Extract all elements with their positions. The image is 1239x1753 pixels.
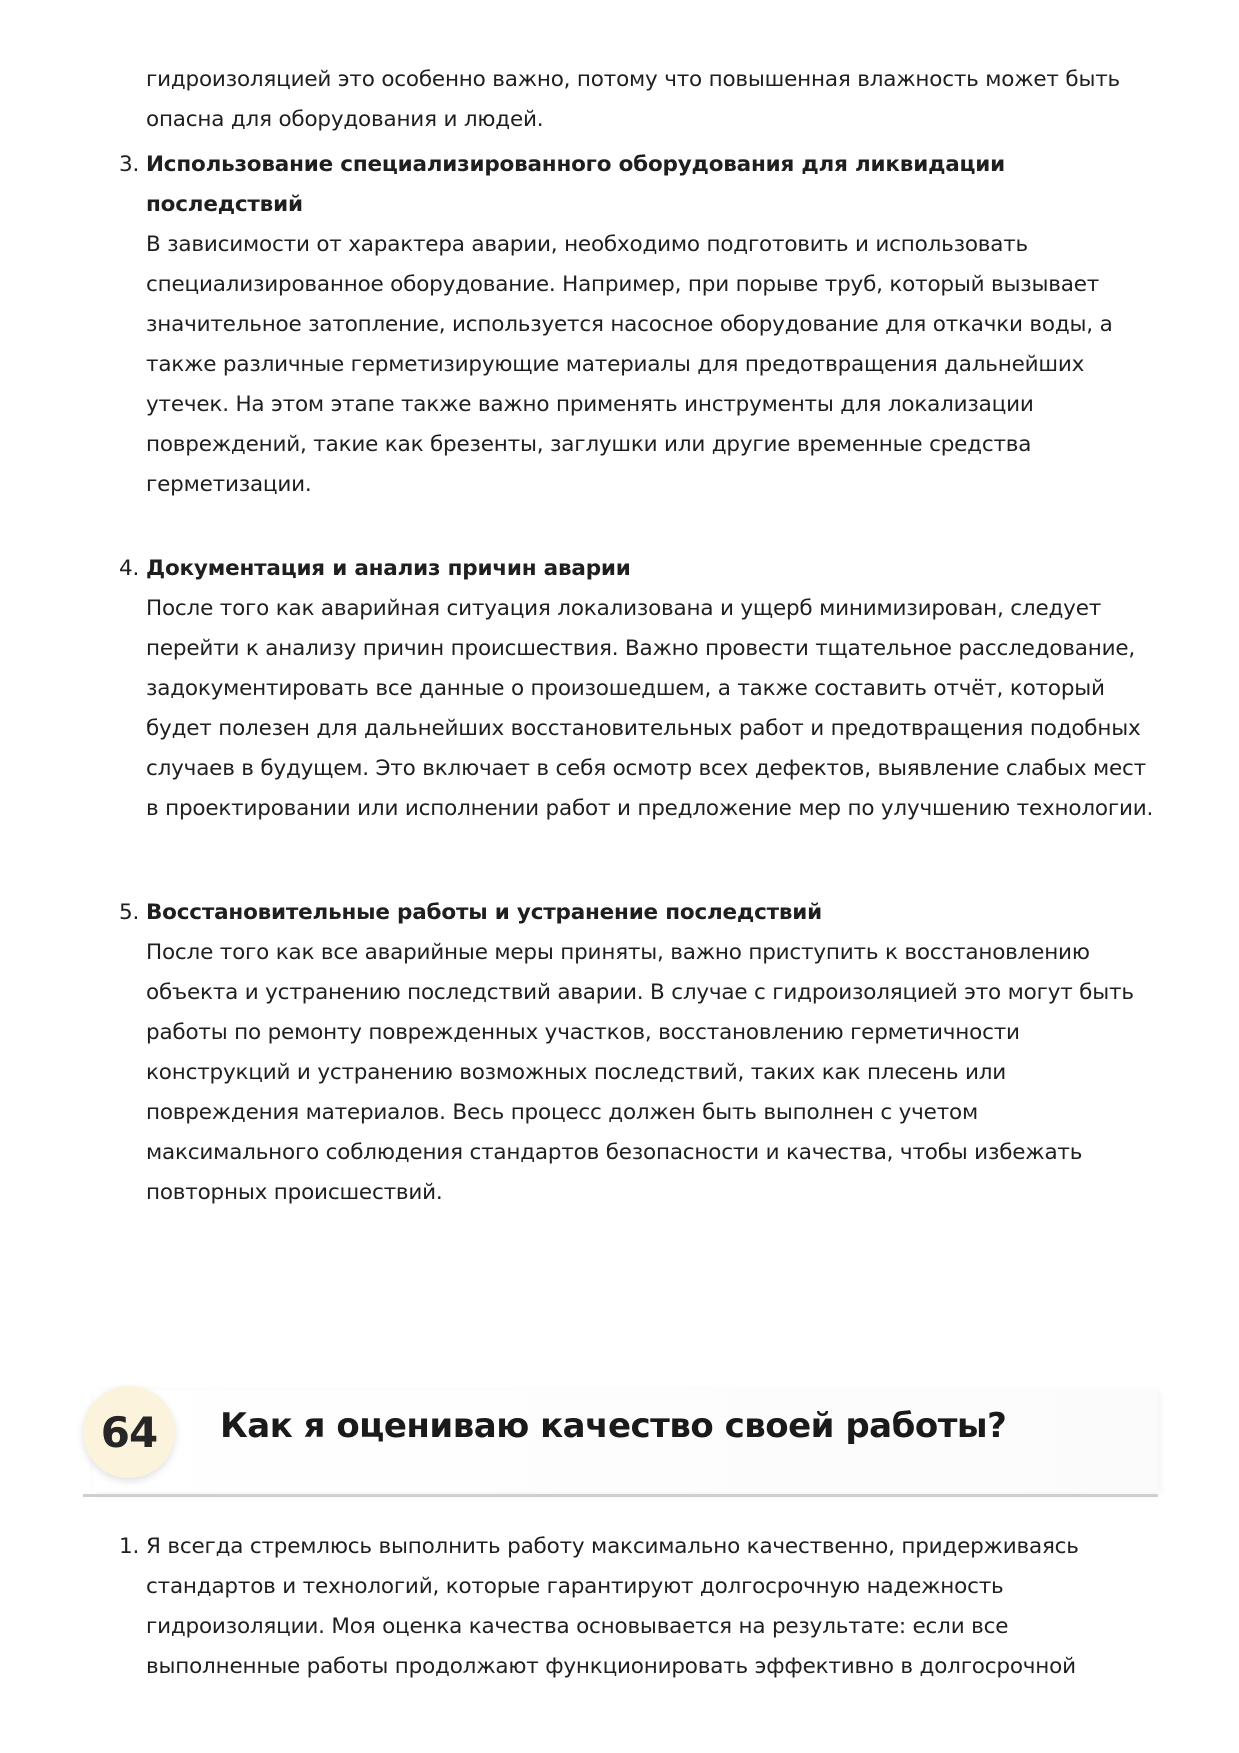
item-description: Я всегда стремлюсь выполнить работу максимально качественно, придерживаясь стандартов и технологий, которые гарантируют долгосрочную надежность гидроизоляции. Моя оценка качества основывается на результате: если все выполненные работы продолжают функционировать эффективно в долгосрочной: [146, 1534, 1079, 1679]
item-title: Использование специализированного оборудования для ликвидации последствий: [146, 152, 1006, 217]
item-description: В зависимости от характера аварии, необходимо подготовить и использовать специализированное оборудование. Например, при порыве труб, который вызывает значительное затопление, используется насосное оборудование для откачки воды, а также различные герметизирующие материалы для предотвращения дальнейших утечек. На этом этапе также важно применять инструменты для локализации повреждений, такие как брезенты, заглушки или другие временные средства герметизации.: [146, 232, 1113, 497]
item-description: После того как аварийная ситуация локализована и ущерб минимизирован, следует перейти к анализу причин происшествия. Важно провести тщательное расследование, задокументировать все данные о произошедшем, а также составить отчёт, который будет полезен для дальнейших восстановительных работ и предотвращения подобных случаев в будущем. Это включает в себя осмотр всех дефектов, выявление слабых мест в проектировании или исполнении работ и предложение мер по улучшению технологии.: [146, 596, 1154, 821]
list-item-5: [119, 893, 1156, 1213]
item-number: 5.: [119, 900, 140, 925]
item-number: 3.: [119, 152, 140, 177]
list-item-4: [119, 549, 1156, 829]
section-divider: [83, 1494, 1158, 1497]
item-title: Документация и анализ причин аварии: [146, 556, 631, 581]
intro-paragraph: гидроизоляцией это особенно важно, потому что повышенная влажность может быть опасна для оборудования и людей.: [146, 67, 1121, 132]
answer-item-1: [119, 1527, 1156, 1687]
section-number-badge: 64: [83, 1386, 175, 1478]
section-header: [83, 1386, 1158, 1496]
section-title: Как я оцениваю качество своей работы?: [220, 1406, 1007, 1446]
item-number: 1.: [119, 1534, 140, 1559]
list-item-3: [119, 145, 1156, 505]
item-description: После того как все аварийные меры приняты, важно приступить к восстановлению объекта и устранению последствий аварии. В случае с гидроизоляцией это могут быть работы по ремонту поврежденных участков, восстановлению герметичности конструкций и устранению возможных последствий, таких как плесень или повреждения материалов. Весь процесс должен быть выполнен с учетом максимального соблюдения стандартов безопасности и качества, чтобы избежать повторных происшествий.: [146, 940, 1134, 1205]
item-title: Восстановительные работы и устранение последствий: [146, 900, 823, 925]
item-number: 4.: [119, 556, 140, 581]
